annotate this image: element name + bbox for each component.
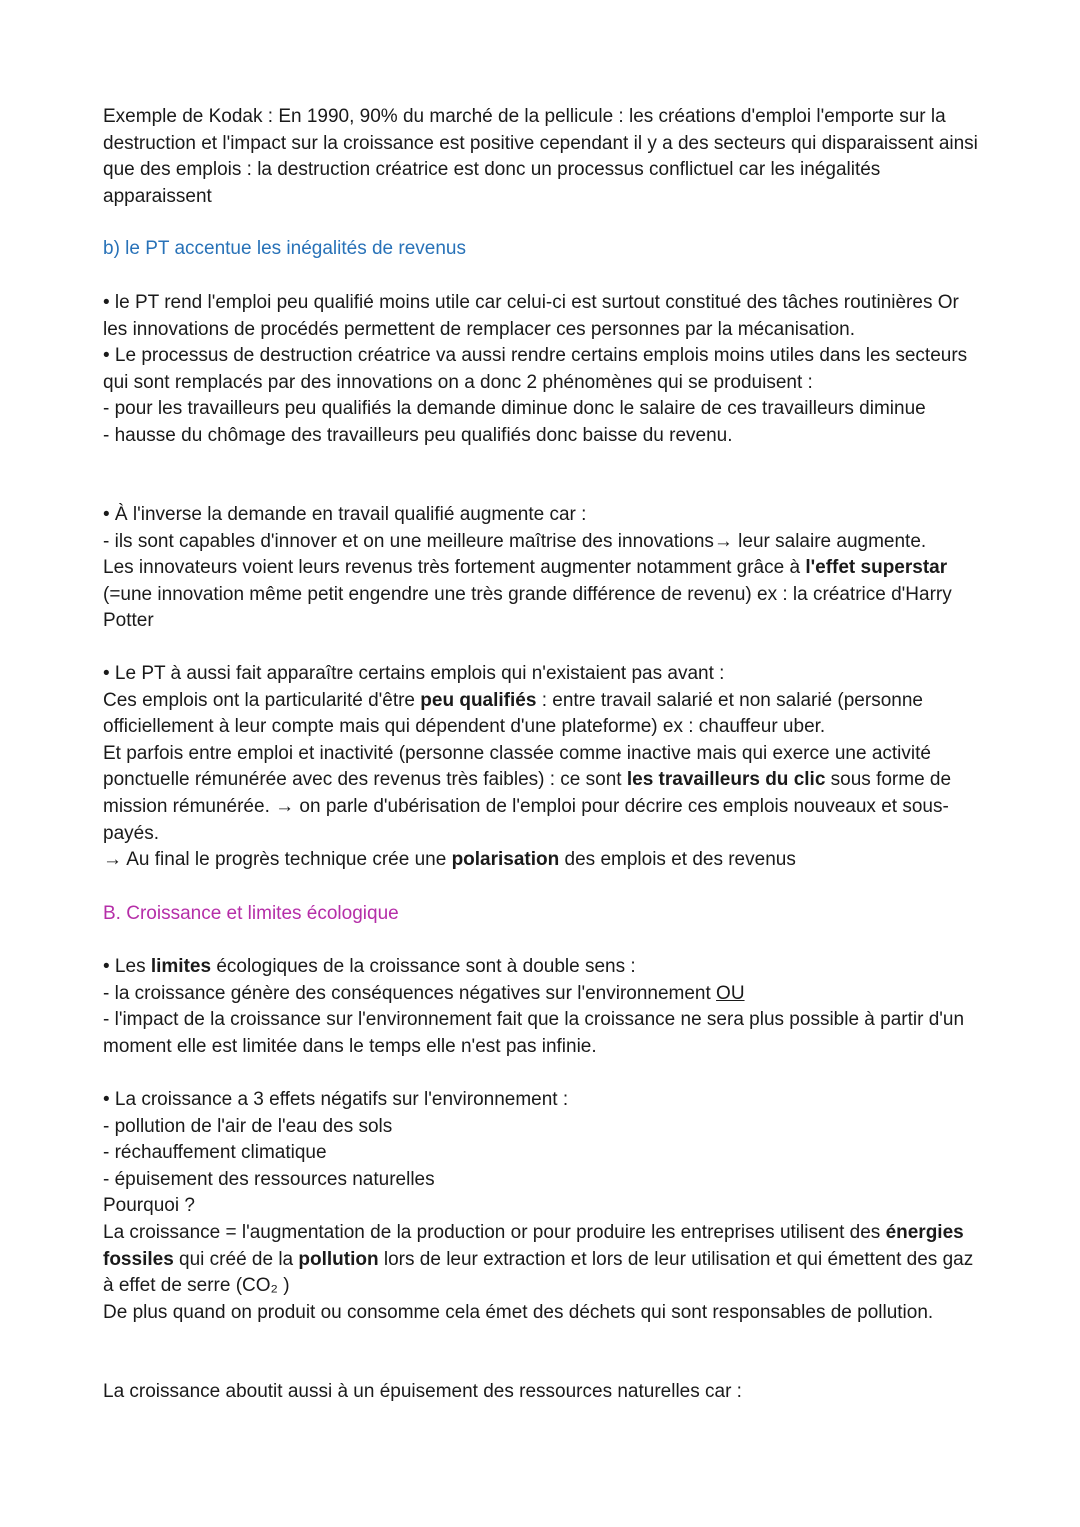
dash-line: - pour les travailleurs peu qualifiés la demande diminue donc le salaire de ces travailleurs diminue: [103, 398, 926, 420]
bullet-paragraph: • Le processus de destruction créatrice va aussi rendre certains emplois moins utiles dans les secteurs qui sont remplacés par des innovations on a donc 2 phénomènes qui se produisent :: [103, 345, 968, 393]
click-workers-paragraph: Et parfois entre emploi et inactivité (personne classée comme inactive mais qui exerce une activité ponctuelle rémunérée avec des revenus très faibles) : ce sont les travailleurs du clic sous forme de mission rémunérée. → on parle d'ubérisation de l'emploi pour décrire ces emplois nouveaux et sous-payés.: [103, 742, 952, 844]
qualified-work-block: [103, 502, 983, 635]
superstar-paragraph: Les innovateurs voient leurs revenus très fortement augmenter notamment grâce à l'effet superstar (=une innovation même petit engendre une très grande différence de revenu) ex : la créatrice d'Harry Potter: [103, 557, 952, 632]
dash-line: - épuisement des ressources naturelles: [103, 1168, 435, 1190]
kodak-example-paragraph: Exemple de Kodak : En 1990, 90% du marché de la pellicule : les créations d'emploi l'emporte sur la destruction et l'impact sur la croissance est positive cependant il y a des secteurs qui disparaissent ainsi que des emplois : la destruction créatrice est donc un processus conflictuel car les inégalités apparaissent: [103, 106, 978, 207]
bold-term: peu qualifiés: [420, 689, 537, 711]
bullet-paragraph: • À l'inverse la demande en travail qualifié augmente car :: [103, 504, 587, 525]
dash-line: - la croissance génère des conséquences négatives sur l'environnement OU: [103, 982, 745, 1004]
low-skilled-paragraph: Ces emplois ont la particularité d'être peu qualifiés : entre travail salarié et non salarié (personne officiellement à leur compte mais qui dépendent d'une plateforme) ex : chauffeur uber.: [103, 689, 923, 738]
bullet-paragraph: • La croissance a 3 effets négatifs sur l'environnement :: [103, 1089, 569, 1110]
bold-term: les travailleurs du clic: [626, 769, 826, 791]
bold-term: énergies fossiles: [103, 1221, 964, 1270]
polarisation-line: → Au final le progrès technique crée une polarisation des emplois et des revenus: [103, 849, 796, 871]
section-b-heading: b) le PT accentue les inégalités de revenus: [103, 238, 466, 259]
bullet-paragraph: • Le PT à aussi fait apparaître certains emplois qui n'existaient pas avant :: [103, 663, 725, 684]
waste-line: De plus quand on produit ou consomme cela émet des déchets qui sont responsables de pollution.: [103, 1301, 934, 1323]
bold-term: l'effet superstar: [805, 557, 948, 579]
underlined-term: OU: [716, 982, 745, 1004]
bold-term: limites: [150, 956, 212, 977]
section-b-body: [103, 290, 983, 450]
new-jobs-block: [103, 661, 983, 874]
fossil-energy-paragraph: La croissance = l'augmentation de la production or pour produire les entreprises utilisent des énergies fossiles qui créé de la pollution lors de leur extraction et lors de leur utilisation et qui émettent des gaz à effet de serre (CO₂ ): [103, 1221, 974, 1297]
bullet-paragraph: • Les limites écologiques de la croissance sont à double sens :: [103, 956, 636, 977]
ecological-limits-block: [103, 954, 983, 1060]
dash-line: - l'impact de la croissance sur l'environnement fait que la croissance ne sera plus possible à partir d'un moment elle est limitée dans le temps elle n'est pas infinie.: [103, 1009, 965, 1057]
dash-line: - ils sont capables d'innover et on une meilleure maîtrise des innovations→ leur salaire augmente.: [103, 530, 927, 552]
negative-effects-block: [103, 1087, 983, 1326]
bold-term: polarisation: [451, 849, 560, 871]
resources-paragraph: La croissance aboutit aussi à un épuisement des ressources naturelles car :: [103, 1381, 742, 1402]
section-B-heading: B. Croissance et limites écologique: [103, 903, 399, 924]
dash-line: - pollution de l'air de l'eau des sols: [103, 1115, 393, 1137]
dash-line: - hausse du chômage des travailleurs peu qualifiés donc baisse du revenu.: [103, 424, 733, 446]
bold-term: pollution: [298, 1248, 379, 1270]
question-line: Pourquoi ?: [103, 1195, 195, 1217]
bullet-paragraph: • le PT rend l'emploi peu qualifié moins utile car celui-ci est surtout constitué des tâches routinières Or les innovations de procédés permettent de remplacer ces personnes par la mécanisation.: [103, 292, 959, 340]
dash-line: - réchauffement climatique: [103, 1142, 327, 1164]
